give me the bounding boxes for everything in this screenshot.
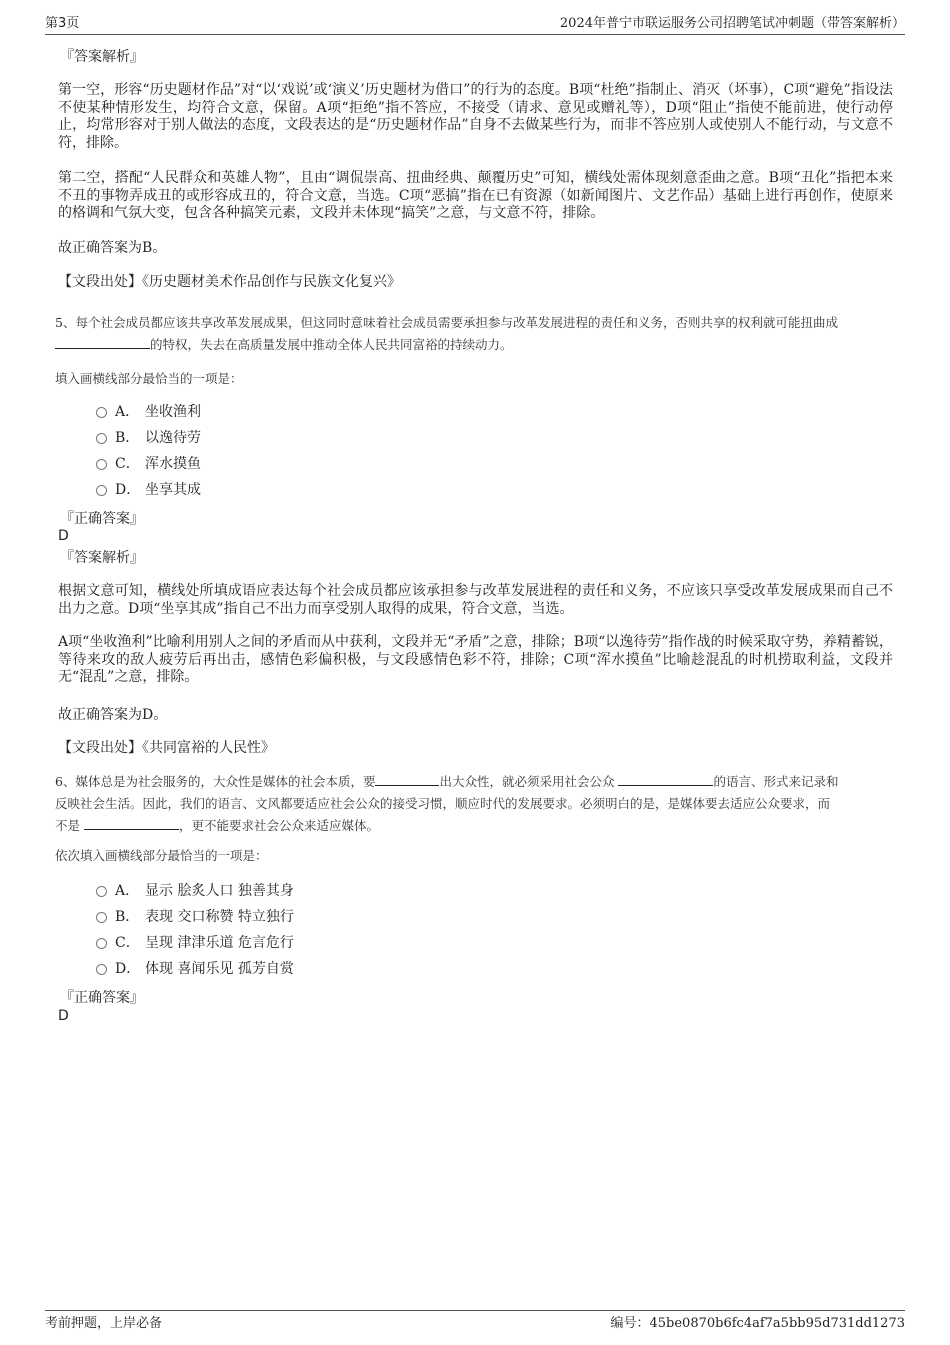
answer-label: 『正确答案』 [60, 511, 144, 527]
stem-text: 5、每个社会成员都应该共享改革发展成果，但这同时意味着社会成员需要承担参与改革发展进程的责任和义务，否则共享的权利就可能扭曲成 [55, 315, 838, 330]
answer-label: 『正确答案』 [60, 990, 144, 1006]
question-prompt: 填入画横线部分最恰当的一项是： [55, 371, 243, 386]
option-a[interactable]: A． 显示 脍炙人口 独善其身 [96, 882, 294, 900]
stem-text: 的语言、形式来记录和 [713, 774, 839, 789]
option-d[interactable]: D． 坐享其成 [96, 481, 201, 499]
radio-icon[interactable] [96, 459, 107, 470]
radio-icon[interactable] [96, 407, 107, 418]
radio-icon[interactable] [96, 886, 107, 897]
stem-text: 不是 [55, 818, 81, 833]
stem-text: 出大众性，就必须采用社会公众 [439, 774, 615, 789]
analysis-paragraph: 第一空，形容“历史题材作品”对“以‘戏说’或‘演义’历史题材为借口”的行为的态度。B项“杜绝”指制止、消灭（坏事），C项“避免”指设法不使某种情形发生，均符合文意，保留。A项“拒绝”指不答应，不接受（请求、意见或赠礼等），D项“阻止”指使不能前进，使行动停止，均常形容对于别人做法的态度，文段表达的是“历史题材作品”自身不去做某些行为，而非不答应别人或使别人不能行动，与文意不符，排除。 [58, 82, 893, 151]
analysis-label: 『答案解析』 [60, 550, 144, 566]
analysis-paragraph: A项“坐收渔利”比喻利用别人之间的矛盾而从中获利，文段并无“矛盾”之意，排除；B项“以逸待劳”指作战的时候采取守势，养精蓄锐，等待来攻的敌人疲劳后再出击，感情色彩偏积极，与文段感情色彩不符，排除；C项“浑水摸鱼”比喻趁混乱的时机捞取利益，文段并无“混乱”之意，排除。 [58, 634, 893, 685]
question-stem [55, 771, 895, 837]
answer-blank [618, 771, 713, 786]
radio-icon[interactable] [96, 938, 107, 949]
stem-text: ，更不能要求社会公众来适应媒体。 [179, 818, 380, 833]
footer-slogan: 考前押题，上岸必备 [45, 1316, 163, 1331]
stem-text: 反映社会生活。因此，我们的语言、文风都要适应社会公众的接受习惯，顺应时代的发展要求。必须明白的是，是媒体要去适应公众要求，而 [55, 796, 831, 811]
radio-icon[interactable] [96, 485, 107, 496]
answer-blank [375, 771, 439, 786]
conclusion: 故正确答案为B。 [58, 240, 167, 256]
document-id: 编号：45be0870b6fc4af7a5bb95d731dd1273 [610, 1316, 905, 1331]
option-d[interactable]: D． 体现 喜闻乐见 孤芳自赏 [96, 960, 294, 978]
correct-answer: D [58, 1008, 69, 1024]
radio-icon[interactable] [96, 964, 107, 975]
radio-icon[interactable] [96, 912, 107, 923]
analysis-paragraph: 根据文意可知，横线处所填成语应表达每个社会成员都应该承担参与改革发展进程的责任和义务，不应该只享受改革发展成果而自己不出力之意。D项“坐享其成”指自己不出力而享受别人取得的成果，符合文意，当选。 [58, 583, 893, 617]
source-citation: 【文段出处】《历史题材美术作品创作与民族文化复兴》 [58, 274, 401, 290]
option-b[interactable]: B． 表现 交口称赞 特立独行 [96, 908, 294, 926]
stem-text: 的特权，失去在高质量发展中推动全体人民共同富裕的持续动力。 [150, 337, 513, 352]
answer-blank [84, 815, 179, 830]
correct-answer: D [58, 528, 69, 544]
page-number: 第3页 [45, 16, 80, 31]
source-citation: 【文段出处】《共同富裕的人民性》 [58, 740, 275, 756]
option-c[interactable]: C． 呈现 津津乐道 危言危行 [96, 934, 294, 952]
option-c[interactable]: C． 浑水摸鱼 [96, 455, 201, 473]
stem-text: 6、媒体总是为社会服务的，大众性是媒体的社会本质，要 [55, 774, 376, 789]
option-a[interactable]: A． 坐收渔利 [96, 403, 201, 421]
analysis-label: 『答案解析』 [60, 49, 144, 65]
answer-blank [55, 334, 150, 349]
radio-icon[interactable] [96, 433, 107, 444]
question-prompt: 依次填入画横线部分最恰当的一项是： [55, 848, 268, 863]
conclusion: 故正确答案为D。 [58, 707, 168, 723]
page-footer [45, 1310, 905, 1331]
option-b[interactable]: B． 以逸待劳 [96, 429, 201, 447]
analysis-paragraph: 第二空，搭配“人民群众和英雄人物”，且由“调侃崇高、扭曲经典、颠覆历史”可知，横线处需体现刻意歪曲之意。B项“丑化”指把本来不丑的事物弄成丑的或形容成丑的，符合文意，当选。C项“恶搞”指在已有资源（如新闻图片、文艺作品）基础上进行再创作，使原来的格调和气氛大变，包含各种搞笑元素，文段并未体现“搞笑”之意，与文意不符，排除。 [58, 170, 893, 221]
page-header [45, 14, 905, 35]
question-stem [55, 312, 895, 356]
document-title: 2024年普宁市联运服务公司招聘笔试冲刺题（带答案解析） [559, 16, 905, 31]
